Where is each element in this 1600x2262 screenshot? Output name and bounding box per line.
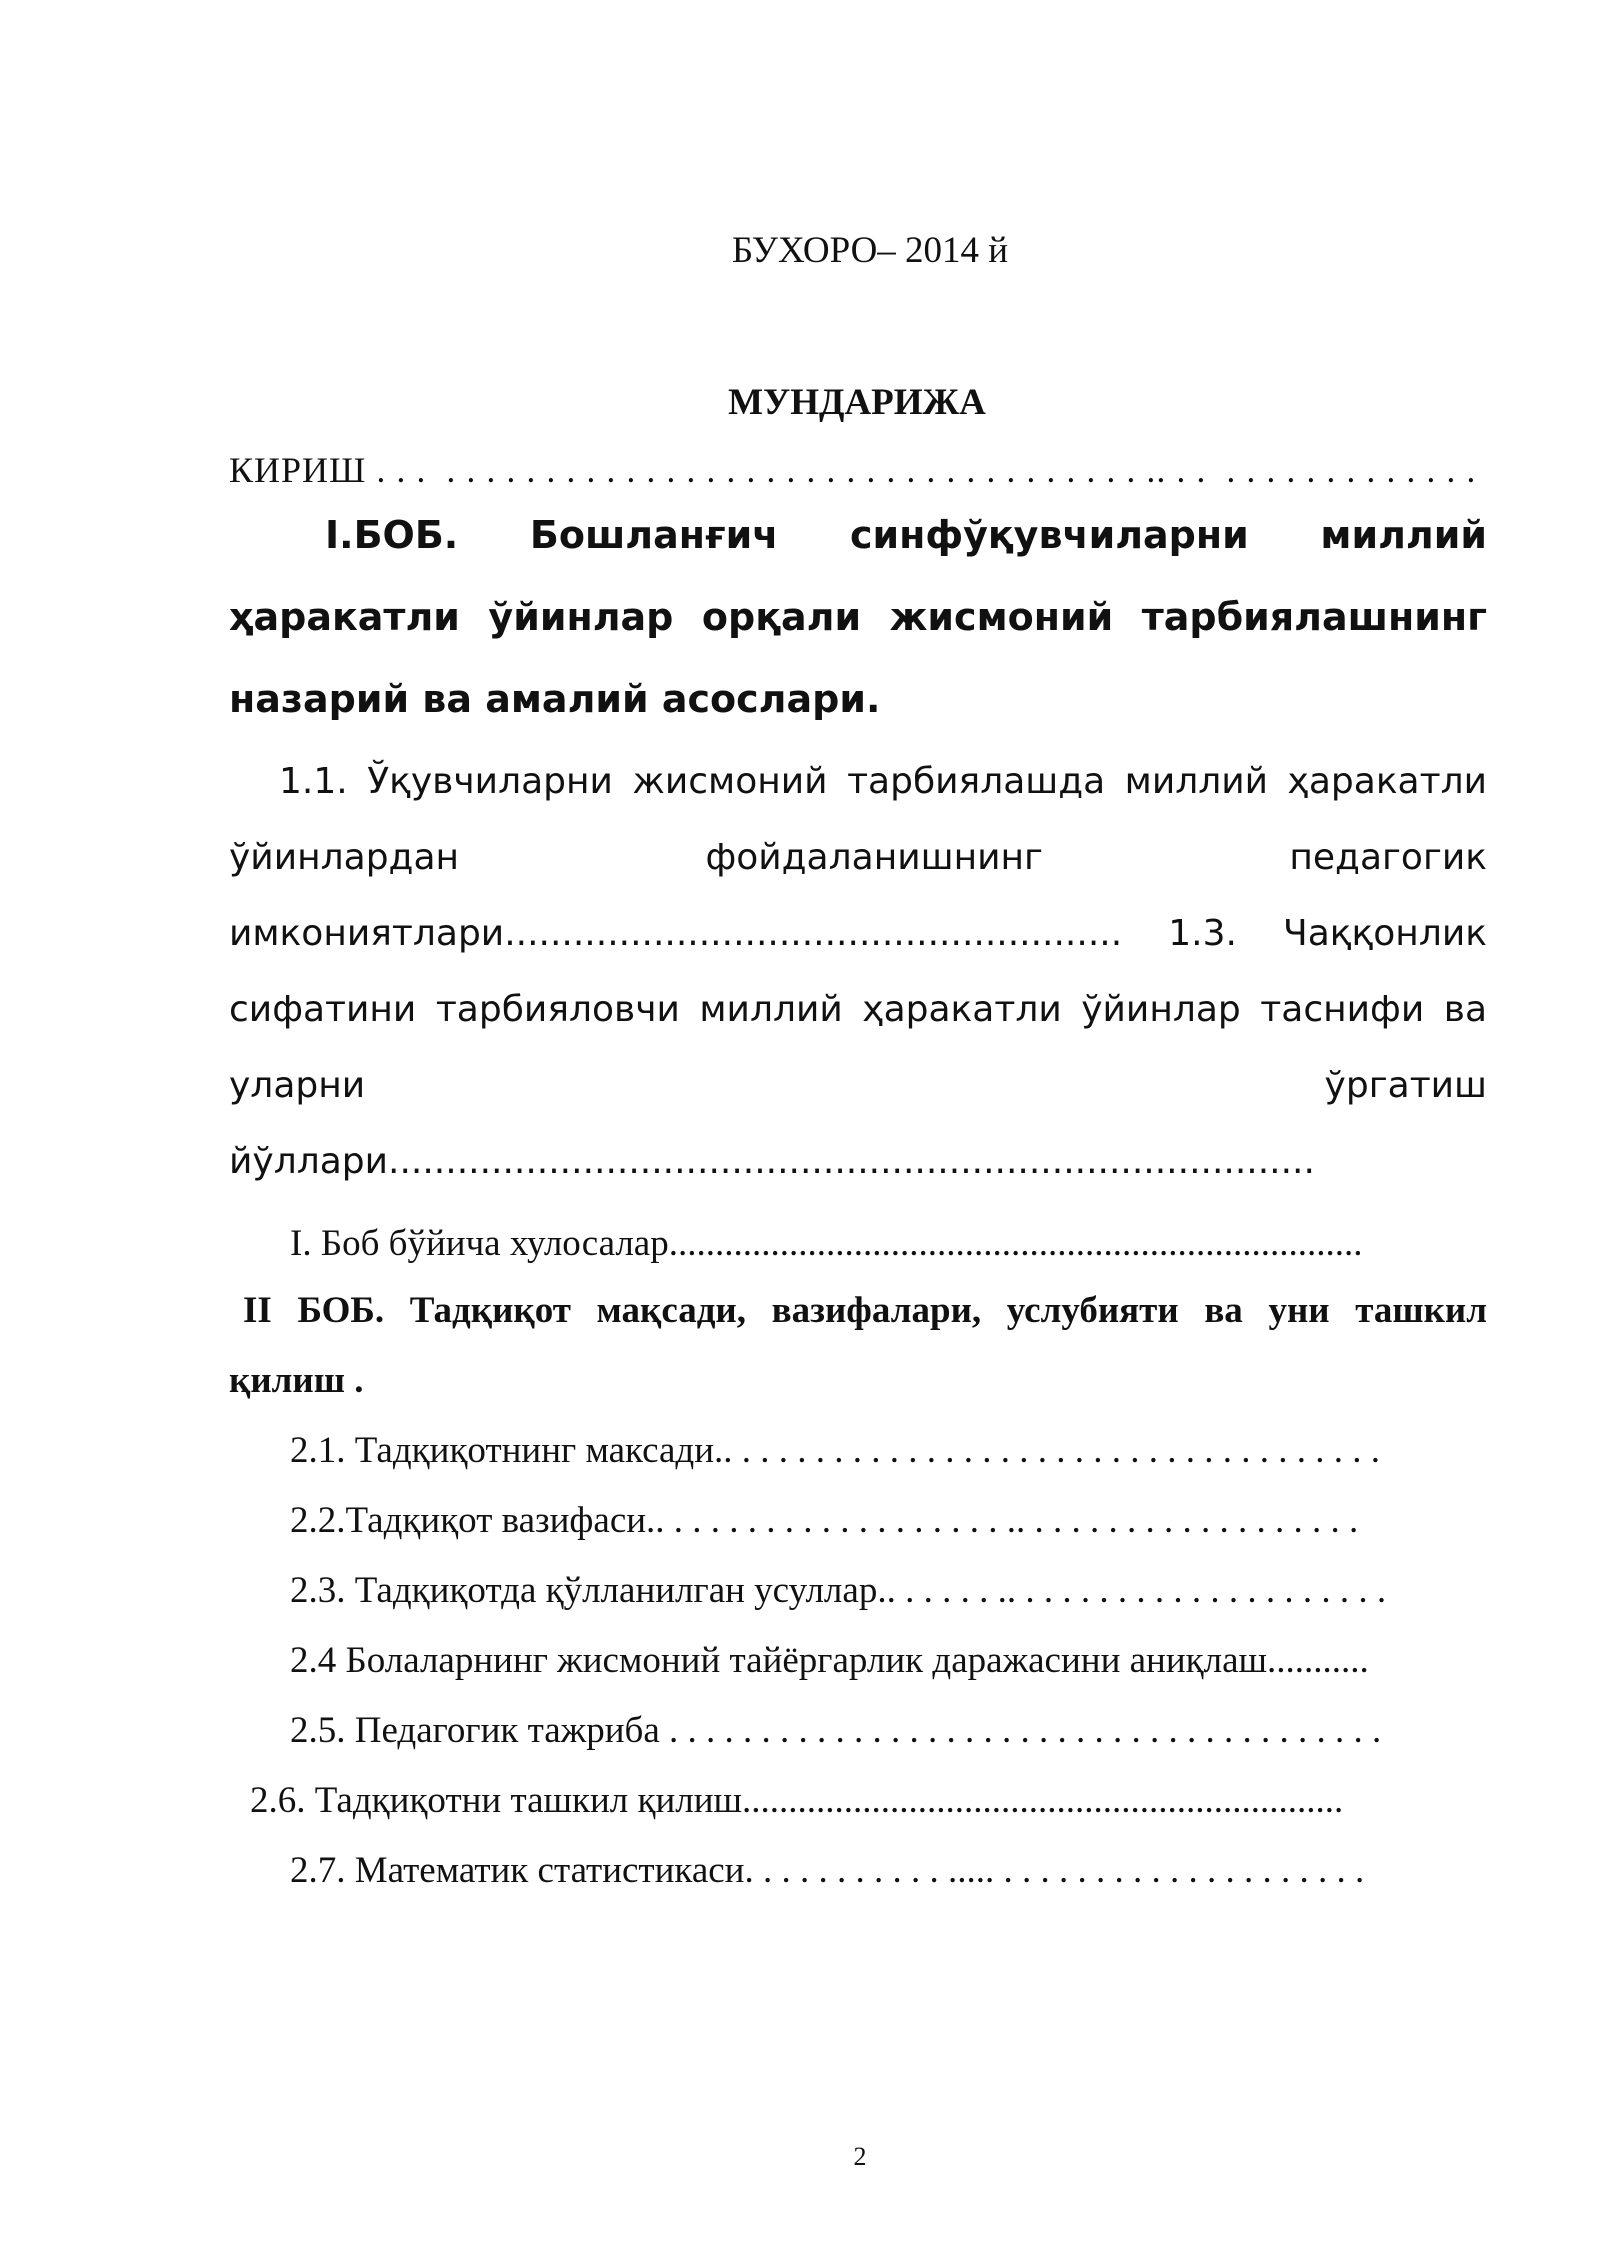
toc-intro-entry: КИРИШ . . . . . . . . . . . . . . . . . . . . . . . . . . . . . . . . . . . . . . .. . . . . . . . . . . . . . . . — [229, 450, 1477, 490]
chapter1-title-line3: назарий ва амалий асослари. — [229, 677, 881, 721]
section-1-1-line2: ўйинлардан фойдаланишнинг педагогик — [229, 837, 1487, 878]
toc-section-entry: 2.5. Педагогик тажриба . . . . . . . . . . . . . . . . . . . . . . . . . . . . . . . . . . . . . . . — [290, 1710, 1382, 1751]
city-year: БУХОРО– 2014 й — [731, 230, 1009, 271]
section-1-3-line2: уларни ўргатиш — [229, 1065, 1487, 1106]
section-1-1-line3: имкониятлари...................................................... 1.3. Чаққонлик — [229, 913, 1487, 954]
toc-heading: МУНДАРИЖА — [728, 382, 986, 423]
toc-section-entry: 2.2.Тадқиқот вазифаси.. . . . . . . . . . . . . . . . . . . .. . . . . . . . . . . . . . . . . . . — [290, 1500, 1359, 1541]
chapter1-title-line1: I.БОБ. Бошланғич синфўқувчиларни миллий — [325, 513, 1487, 557]
section-1-1-line1: 1.1. Ўқувчиларни жисмоний тарбиялашда миллий ҳаракатли — [279, 761, 1487, 802]
toc-section-entry: 2.1. Тадқиқотнинг максади.. . . . . . . . . . . . . . . . . . . . . . . . . . . . . . . . . . . . — [290, 1430, 1381, 1471]
toc-section-entry: 2.3. Тадқиқотда қўлланилган усуллар.. . . . . . .. . . . . . . . . . . . . . . . . . . . . — [290, 1570, 1387, 1611]
chapter1-conclusion-entry: I. Боб бўйича хулосалар........................................................................... — [290, 1223, 1363, 1264]
chapter2-title-line1: II БОБ. Тадқиқот мақсади, вазифалари, услубияти ва уни ташкил — [243, 1290, 1487, 1331]
page-number: 2 — [853, 2142, 867, 2171]
toc-section-entry: 2.7. Математик статистикаси. . . . . . . . . . . ..... . . . . . . . . . . . . . . . . . . . . — [290, 1850, 1365, 1891]
chapter2-title-line2: қилиш . — [229, 1360, 364, 1401]
chapter1-title-line2: ҳаракатли ўйинлар орқали жисмоний тарбиялашнинг — [229, 595, 1487, 639]
section-1-3-line3: йўллари................................................................................. — [229, 1141, 1315, 1182]
toc-section-entry: 2.6. Тадқиқотни ташкил қилиш................................................................. — [250, 1780, 1344, 1821]
section-1-3-line1: сифатини тарбияловчи миллий ҳаракатли ўйинлар таснифи ва — [229, 989, 1487, 1030]
toc-section-entry: 2.4 Болаларнинг жисмоний тайёргарлик даражасини аниқлаш........... — [290, 1640, 1369, 1681]
